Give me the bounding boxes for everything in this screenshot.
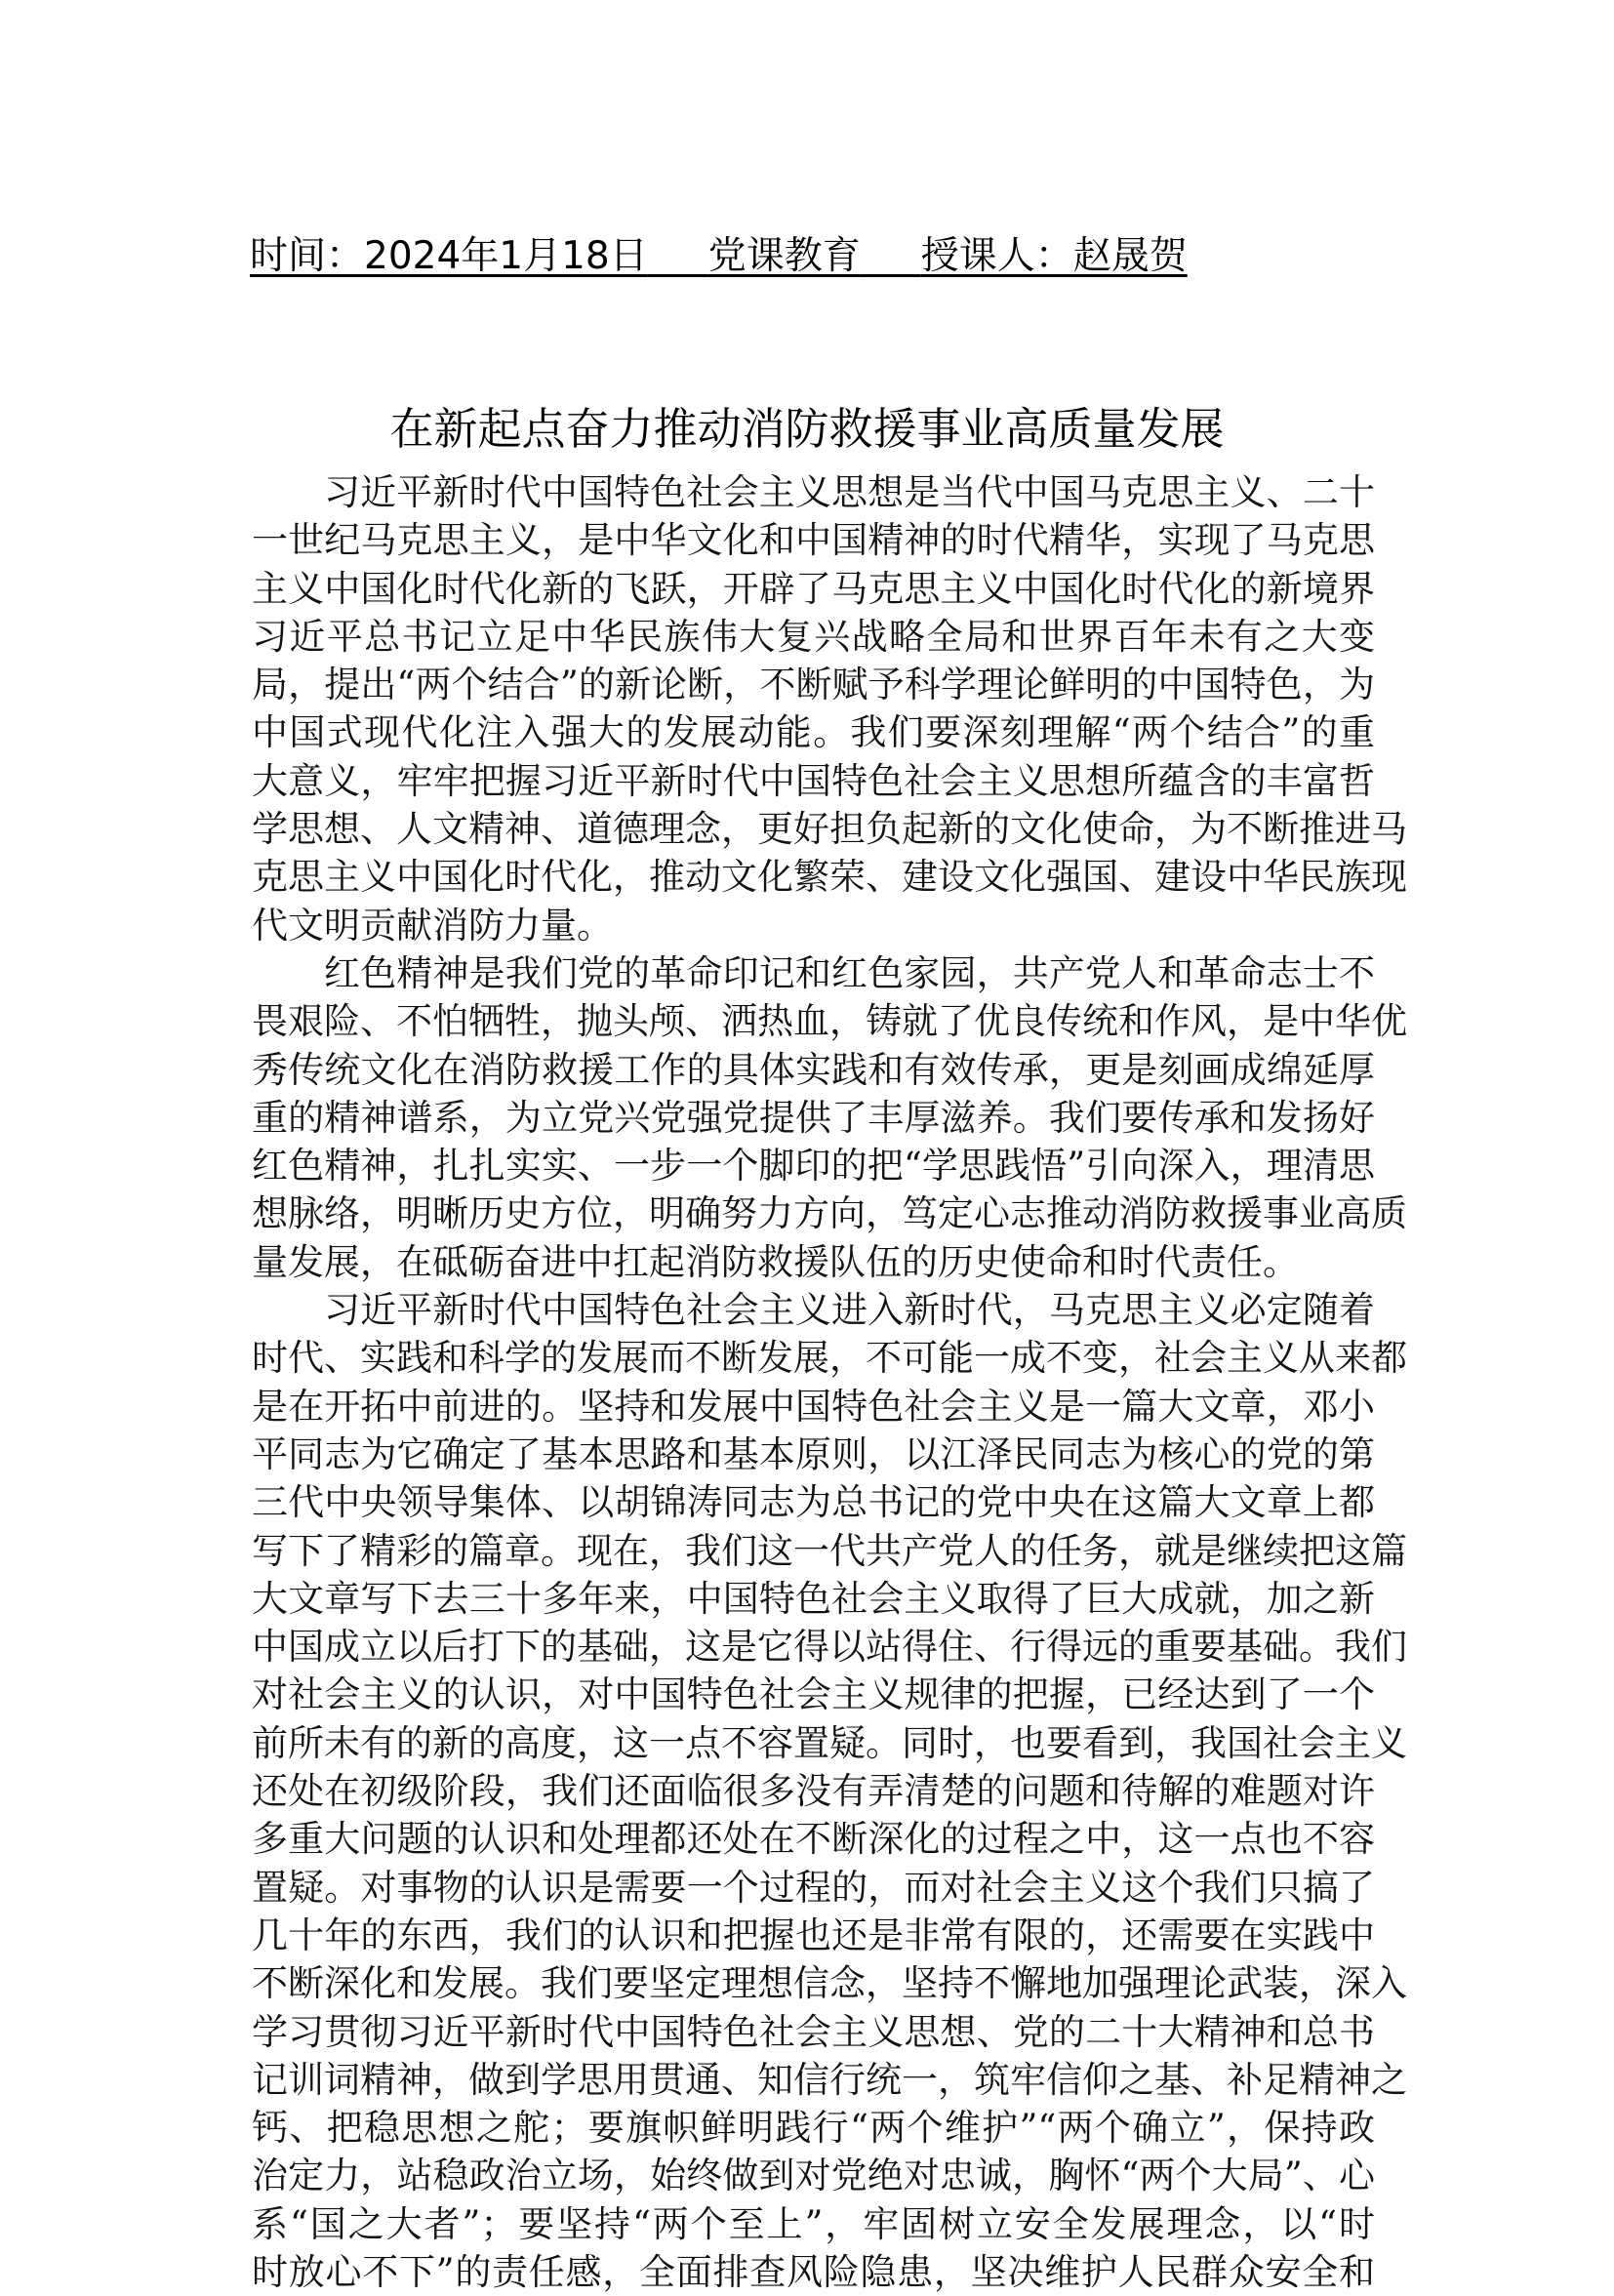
text-line: 重的精神谱系，为立党兴党强党提供了丰厚滋养。我们要传承和发扬好 <box>252 1096 1375 1139</box>
text-line: 学习贯彻习近平新时代中国特色社会主义思想、党的二十大精神和总书 <box>252 2010 1375 2053</box>
text-line: 置疑。对事物的认识是需要一个过程的，而对社会主义这个我们只搞了 <box>252 1866 1375 1909</box>
paragraph <box>252 949 1407 1286</box>
text-line: 红色精神是我们党的革命印记和红色家园，共产党人和革命志士不 <box>324 951 1375 994</box>
text-line: 克思主义中国化时代化，推动文化繁荣、建设文化强国、建设中华民族现 <box>252 856 1407 899</box>
header-category: 党课教育 <box>707 234 861 278</box>
text-line: 学思想、人文精神、道德理念，更好担负起新的文化使命，为不断推进马 <box>252 808 1407 851</box>
text-line: 三代中央领导集体、以胡锦涛同志为总书记的党中央在这篇大文章上都 <box>252 1481 1375 1524</box>
header-time: 时间：2024年1月18日 <box>250 234 648 278</box>
text-line: 畏艰险、不怕牺牲，抛头颅、洒热血，铸就了优良传统和作风，是中华优 <box>252 1000 1407 1043</box>
document-body <box>252 468 1407 2296</box>
text-line: 习近平新时代中国特色社会主义思想是当代中国马克思主义、二十 <box>324 471 1375 513</box>
text-line: 系“国之大者”；要坚持“两个至上”，牢固树立安全发展理念，以“时 <box>252 2202 1375 2245</box>
text-line: 习近平总书记立足中华民族伟大复兴战略全局和世界百年未有之大变 <box>252 615 1375 658</box>
text-line: 想脉络，明晰历史方位，明确努力方向，笃定心志推动消防救援事业高质 <box>252 1192 1407 1235</box>
document-header <box>250 232 1188 281</box>
text-line: 局，提出“两个结合”的新论断，不断赋予科学理论鲜明的中国特色，为 <box>252 664 1375 706</box>
text-line: 时代、实践和科学的发展而不断发展，不可能一成不变，社会主义从来都 <box>252 1337 1407 1380</box>
text-line: 秀传统文化在消防救援工作的具体实践和有效传承，更是刻画成绵延厚 <box>252 1048 1375 1091</box>
text-line: 中国成立以后打下的基础，这是它得以站得住、行得远的重要基础。我们 <box>252 1626 1407 1669</box>
text-line: 对社会主义的认识，对中国特色社会主义规律的把握，已经达到了一个 <box>252 1673 1375 1716</box>
text-line: 钙、把稳思想之舵；要旗帜鲜明践行“两个维护”“两个确立”，保持政 <box>252 2107 1375 2150</box>
text-line: 量发展，在砥砺奋进中扛起消防救援队伍的历史使命和时代责任。 <box>252 1240 1299 1283</box>
text-line: 几十年的东西，我们的认识和把握也还是非常有限的，还需要在实践中 <box>252 1913 1375 1956</box>
text-line: 记训词精神，做到学思用贯通、知信行统一，筑牢信仰之基、补足精神之 <box>252 2058 1407 2101</box>
text-line: 前所未有的新的高度，这一点不容置疑。同时，也要看到，我国社会主义 <box>252 1721 1407 1764</box>
text-line: 写下了精彩的篇章。现在，我们这一代共产党人的任务，就是继续把这篇 <box>252 1529 1407 1572</box>
text-line: 主义中国化时代化新的飞跃，开辟了马克思主义中国化时代化的新境界 <box>252 567 1375 610</box>
text-line: 时放心不下”的责任感，全面排查风险隐患，坚决维护人民群众安全和 <box>252 2250 1375 2293</box>
paragraph <box>252 1286 1407 2296</box>
text-line: 治定力，站稳政治立场，始终做到对党绝对忠诚，胸怀“两个大局”、心 <box>252 2155 1375 2197</box>
text-line: 大文章写下去三十多年来，中国特色社会主义取得了巨大成就，加之新 <box>252 1577 1375 1620</box>
text-line: 不断深化和发展。我们要坚定理想信念，坚持不懈地加强理论武装，深入 <box>252 1962 1407 2005</box>
text-line: 是在开拓中前进的。坚持和发展中国特色社会主义是一篇大文章，邓小 <box>252 1385 1375 1428</box>
paragraph <box>252 468 1407 949</box>
text-line: 中国式现代化注入强大的发展动能。我们要深刻理解“两个结合”的重 <box>252 711 1375 754</box>
text-line: 还处在初级阶段，我们还面临很多没有弄清楚的问题和待解的难题对许 <box>252 1770 1375 1813</box>
text-line: 习近平新时代中国特色社会主义进入新时代，马克思主义必定随着 <box>324 1289 1375 1332</box>
text-line: 平同志为它确定了基本思路和基本原则，以江泽民同志为核心的党的第 <box>252 1432 1375 1475</box>
text-line: 红色精神，扎扎实实、一步一个脚印的把“学思践悟”引向深入，理清思 <box>252 1145 1375 1188</box>
text-line: 一世纪马克思主义，是中华文化和中国精神的时代精华，实现了马克思 <box>252 519 1375 562</box>
text-line: 代文明贡献消防力量。 <box>252 904 613 947</box>
document-title: 在新起点奋力推动消防救援事业高质量发展 <box>389 403 1225 455</box>
text-line: 大意义，牢牢把握习近平新时代中国特色社会主义思想所蕴含的丰富哲 <box>252 759 1375 802</box>
header-lecturer: 授课人：赵晟贺 <box>920 234 1188 278</box>
text-line: 多重大问题的认识和处理都还处在不断深化的过程之中，这一点也不容 <box>252 1818 1375 1861</box>
